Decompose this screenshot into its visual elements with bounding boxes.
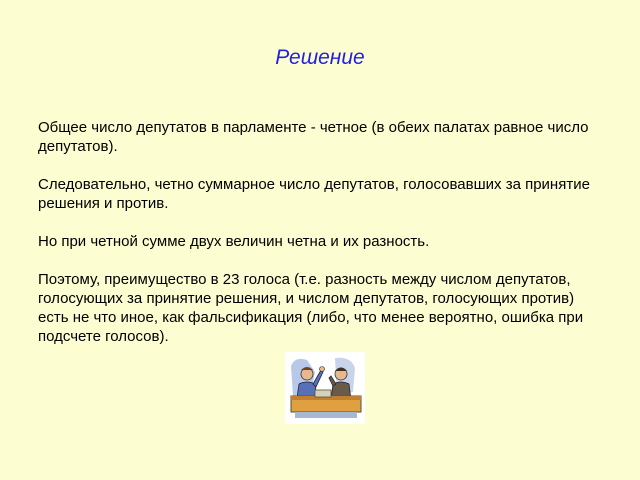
paragraph-even-sum: Следовательно, четно суммарное число депутатов, голосовавших за принятие решения и против.	[38, 176, 590, 212]
slide-title: Решение	[275, 46, 365, 69]
voting-deputies-clipart-icon	[285, 352, 365, 424]
paragraph-even-total: Общее число депутатов в парламенте - четное (в обеих палатах равное число депутатов).	[38, 119, 589, 155]
paragraph-even-difference: Но при четной сумме двух величин четна и их разность.	[38, 233, 430, 250]
paragraph-conclusion: Поэтому, преимущество в 23 голоса (т.е. разность между числом депутатов, голосующих за принятие решения, и числом депутатов, голосующих против) есть не что иное, как фальсификация (либо, что менее вероятно, ошибка при подсчете голосов).	[38, 271, 584, 345]
slide-body	[38, 118, 598, 365]
